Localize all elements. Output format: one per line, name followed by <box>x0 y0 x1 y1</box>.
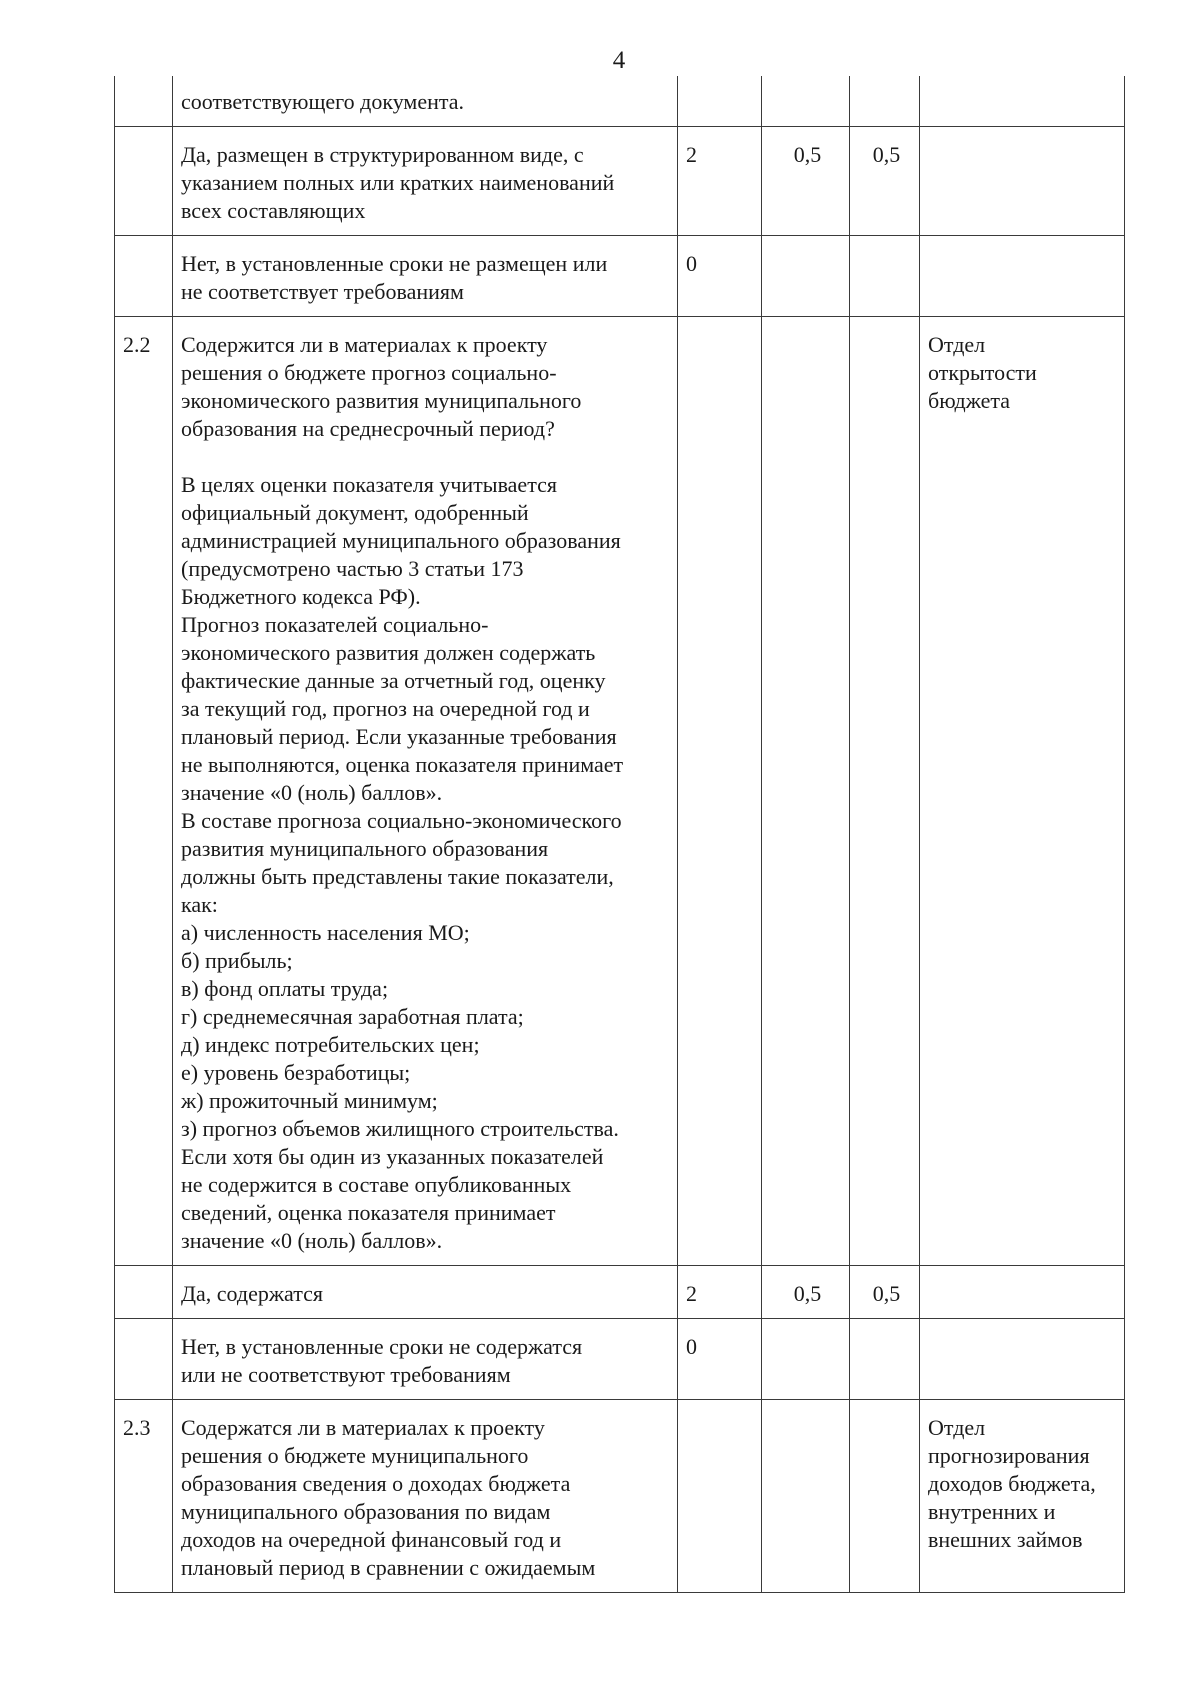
criterion-text-line: не выполняются, оценка показателя принимает <box>181 752 624 777</box>
responsible-department-cell <box>920 1319 1125 1400</box>
criterion-text-line: Да, размещен в структурированном виде, с <box>181 142 584 167</box>
coefficient-cell <box>850 1319 920 1400</box>
criterion-text-line: Содержатся ли в материалах к проекту <box>181 1415 545 1440</box>
criterion-text-cell <box>173 1400 678 1593</box>
criterion-text-line: г) среднемесячная заработная плата; <box>181 1004 524 1029</box>
department-text-line: прогнозирования <box>928 1443 1090 1468</box>
criterion-text-line: или не соответствуют требованиям <box>181 1362 511 1387</box>
criterion-text-line: Нет, в установленные сроки не содержатся <box>181 1334 583 1359</box>
table-row <box>115 1266 1125 1319</box>
criterion-text-line: за текущий год, прогноз на очередной год и <box>181 696 590 721</box>
criterion-text-line: плановый период. Если указанные требования <box>181 724 617 749</box>
criterion-text-line: в) фонд оплаты труда; <box>181 976 389 1001</box>
criterion-text-line: ж) прожиточный минимум; <box>181 1088 438 1113</box>
criterion-text-line: Содержится ли в материалах к проекту <box>181 332 548 357</box>
criterion-text-line: решения о бюджете муниципального <box>181 1443 529 1468</box>
criterion-text-line: экономического развития должен содержать <box>181 640 596 665</box>
responsible-department-cell <box>920 127 1125 236</box>
criterion-text-cell <box>173 76 678 127</box>
row-number-cell <box>115 1266 173 1319</box>
score-cell: 0 <box>678 1319 762 1400</box>
criterion-text-line: В целях оценки показателя учитывается <box>181 472 557 497</box>
responsible-department-cell <box>920 1266 1125 1319</box>
criterion-text-line: з) прогноз объемов жилищного строительства. <box>181 1116 619 1141</box>
criterion-text-cell <box>173 1319 678 1400</box>
criterion-text-line: образования сведения о доходах бюджета <box>181 1471 571 1496</box>
coefficient-cell <box>850 1400 920 1593</box>
department-text-line: Отдел <box>928 332 986 357</box>
weight-cell: 0,5 <box>762 127 850 236</box>
row-number-cell: 2.2 <box>115 317 173 1266</box>
criterion-text-line: В составе прогноза социально-экономического <box>181 808 622 833</box>
criterion-text-line: значение «0 (ноль) баллов». <box>181 780 443 805</box>
criterion-text-line: Если хотя бы один из указанных показателей <box>181 1144 604 1169</box>
table-row <box>115 127 1125 236</box>
weight-cell <box>762 76 850 127</box>
criterion-text-cell <box>173 236 678 317</box>
row-number-cell <box>115 76 173 127</box>
department-text-line: бюджета <box>928 388 1011 413</box>
criterion-text-line: доходов на очередной финансовый год и <box>181 1527 562 1552</box>
criterion-text-line: Да, содержатся <box>181 1281 324 1306</box>
weight-cell <box>762 317 850 1266</box>
score-cell: 2 <box>678 1266 762 1319</box>
score-cell <box>678 317 762 1266</box>
criterion-text-line: должны быть представлены такие показатели, <box>181 864 614 889</box>
paragraph-gap <box>181 443 673 471</box>
criterion-text-line: сведений, оценка показателя принимает <box>181 1200 556 1225</box>
row-number-cell <box>115 1319 173 1400</box>
criterion-text-line: экономического развития муниципального <box>181 388 582 413</box>
page-number: 4 <box>612 47 626 74</box>
criterion-text-line: б) прибыль; <box>181 948 293 973</box>
criterion-text-line: а) численность населения МО; <box>181 920 470 945</box>
department-text-line: Отдел <box>928 1415 986 1440</box>
responsible-department-cell <box>920 76 1125 127</box>
criterion-text-line: фактические данные за отчетный год, оценку <box>181 668 606 693</box>
coefficient-cell: 0,5 <box>850 127 920 236</box>
criterion-text-cell <box>173 1266 678 1319</box>
coefficient-cell <box>850 317 920 1266</box>
table-row <box>115 1319 1125 1400</box>
criterion-text-line: значение «0 (ноль) баллов». <box>181 1228 443 1253</box>
criterion-text-line: решения о бюджете прогноз социально- <box>181 360 557 385</box>
department-text-line: внутренних и <box>928 1499 1056 1524</box>
responsible-department-cell <box>920 317 1125 1266</box>
criterion-text-line: Нет, в установленные сроки не размещен или <box>181 251 608 276</box>
weight-cell: 0,5 <box>762 1266 850 1319</box>
row-number-cell <box>115 127 173 236</box>
criterion-text-line: (предусмотрено частью 3 статьи 173 <box>181 556 524 581</box>
criterion-text-line: плановый период в сравнении с ожидаемым <box>181 1555 596 1580</box>
row-number-cell <box>115 236 173 317</box>
coefficient-cell <box>850 236 920 317</box>
weight-cell <box>762 236 850 317</box>
criterion-text-line: не соответствует требованиям <box>181 279 464 304</box>
coefficient-cell: 0,5 <box>850 1266 920 1319</box>
criterion-text-line: администрацией муниципального образования <box>181 528 621 553</box>
score-cell: 0 <box>678 236 762 317</box>
coefficient-cell <box>850 76 920 127</box>
criterion-text-cell <box>173 317 678 1266</box>
table-row <box>115 1400 1125 1593</box>
criterion-text-line: соответствующего документа. <box>181 89 465 114</box>
row-number-cell: 2.3 <box>115 1400 173 1593</box>
responsible-department-cell <box>920 236 1125 317</box>
criterion-text-line: Бюджетного кодекса РФ). <box>181 584 421 609</box>
criterion-text-line: муниципального образования по видам <box>181 1499 551 1524</box>
responsible-department-cell <box>920 1400 1125 1593</box>
table-row <box>115 236 1125 317</box>
criteria-table <box>114 76 1125 1593</box>
score-cell <box>678 76 762 127</box>
criterion-text-line: Прогноз показателей социально- <box>181 612 489 637</box>
criterion-text-line: е) уровень безработицы; <box>181 1060 411 1085</box>
table-row <box>115 317 1125 1266</box>
criterion-text-line: не содержится в составе опубликованных <box>181 1172 572 1197</box>
table-row <box>115 76 1125 127</box>
department-text-line: открытости <box>928 360 1037 385</box>
criterion-text-cell <box>173 127 678 236</box>
department-text-line: внешних займов <box>928 1527 1083 1552</box>
criterion-text-line: официальный документ, одобренный <box>181 500 529 525</box>
criterion-text-line: развития муниципального образования <box>181 836 549 861</box>
criterion-text-line: указанием полных или кратких наименований <box>181 170 615 195</box>
criterion-text-line: д) индекс потребительских цен; <box>181 1032 480 1057</box>
score-cell: 2 <box>678 127 762 236</box>
score-cell <box>678 1400 762 1593</box>
criterion-text-line: как: <box>181 892 218 917</box>
criterion-text-line: всех составляющих <box>181 198 366 223</box>
department-text-line: доходов бюджета, <box>928 1471 1096 1496</box>
weight-cell <box>762 1400 850 1593</box>
weight-cell <box>762 1319 850 1400</box>
criterion-text-line: образования на среднесрочный период? <box>181 416 555 441</box>
